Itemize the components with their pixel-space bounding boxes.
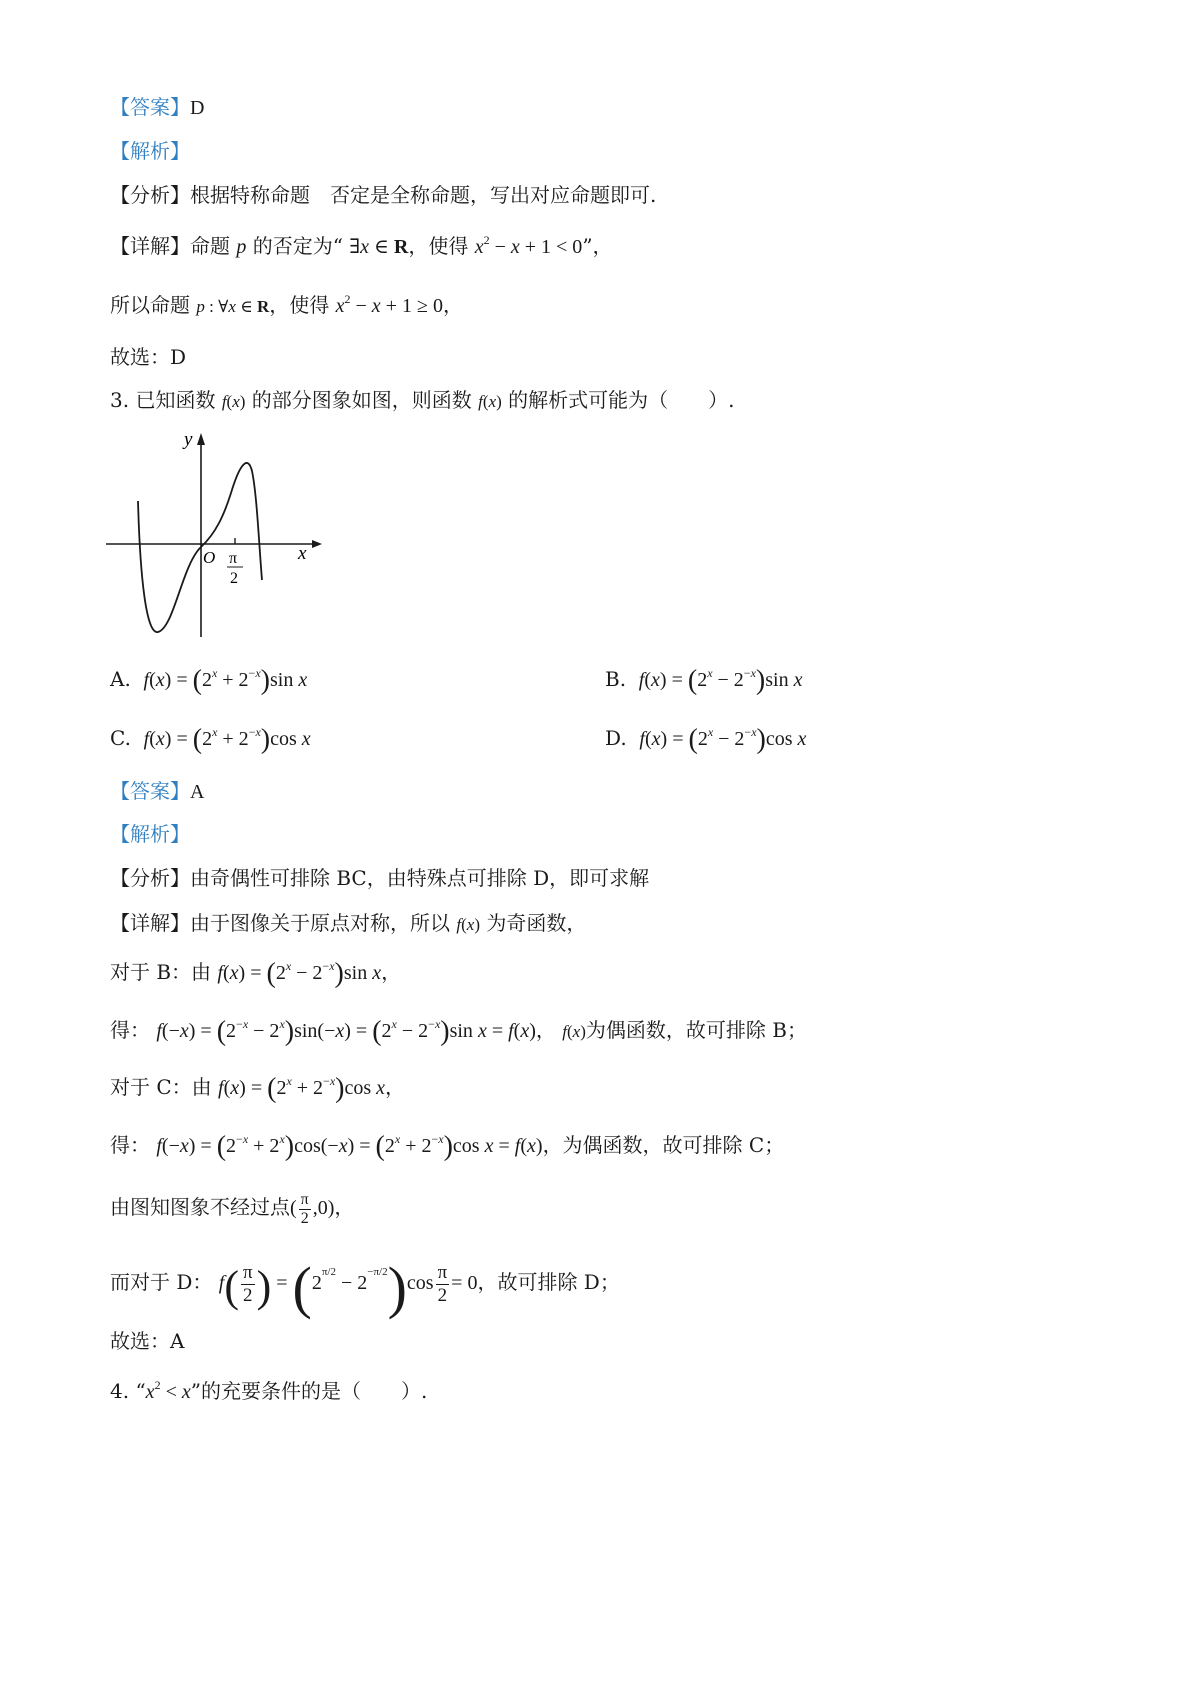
xiangjie-line xyxy=(110,909,586,939)
formula: $f(x) = (2^x + 2^{-x})\cos$ x xyxy=(218,1073,386,1104)
formula-point: ( $\frac{\pi}{2}$ ,0) xyxy=(290,1191,335,1227)
option-letter: D. xyxy=(605,726,627,750)
text: ，使得 xyxy=(269,293,330,317)
formula-ineq2: $x^2 - x + 1 \ge 0$ xyxy=(335,292,443,317)
text: ，为偶函数，故可排除 C； xyxy=(542,1133,785,1157)
tick-label-numerator: π xyxy=(229,550,238,567)
formula-p: p xyxy=(236,236,247,258)
option-formula: $f(x) = (2^x - 2^{-x})\sin$ x xyxy=(638,665,803,696)
text: 对于 B：由 xyxy=(110,960,212,984)
analysis-tag: 【解析】 xyxy=(110,139,190,163)
text: ， xyxy=(442,293,463,317)
option-letter: C. xyxy=(110,726,131,750)
q4-stem xyxy=(110,1377,427,1406)
text: ，故可排除 D； xyxy=(477,1270,620,1295)
formula-fx: f(x) xyxy=(456,915,480,934)
fenxi-text: 由奇偶性可排除 BC，由特殊点可排除 D，即可求解 xyxy=(190,866,650,890)
text: 为奇函数， xyxy=(486,911,587,935)
text: 得： xyxy=(110,1018,150,1042)
option-formula: $f(x) = (2^x - 2^{-x})\cos$ x xyxy=(639,724,807,755)
y-axis-arrow xyxy=(197,433,205,445)
formula-forall: p : ∀x ∈ R xyxy=(196,297,270,316)
text: 所以命题 xyxy=(110,293,190,317)
case-c-line1 xyxy=(110,1073,405,1103)
answer-value: A xyxy=(190,781,205,803)
xiangjie-line xyxy=(110,232,613,261)
formula: $f(x) = (2^x - 2^{-x})\sin$ x xyxy=(217,958,382,989)
text: ， xyxy=(385,1075,406,1099)
text: 由图知图象不经过点 xyxy=(110,1195,290,1220)
text: ， xyxy=(535,1018,556,1042)
formula-fx: f(x) xyxy=(562,1022,586,1041)
option-b xyxy=(605,665,802,695)
text: 4. “ xyxy=(110,1379,146,1403)
fenxi-tag: 【分析】 xyxy=(110,866,190,890)
fenxi-line xyxy=(110,864,649,892)
option-letter: B. xyxy=(605,667,627,691)
text: 命题 xyxy=(190,234,230,258)
answer-line xyxy=(110,777,204,806)
answer-line xyxy=(110,93,204,122)
formula: $f(-x) = (2^{-x} - 2^x)\sin(-x) = (2^x - 2^{-x})\sin$ x = f(x) xyxy=(156,1016,536,1047)
option-letter: A. xyxy=(110,667,131,691)
text: ”， xyxy=(582,234,613,258)
formula-fx: f(x) xyxy=(221,392,246,411)
origin-label: O xyxy=(203,548,216,567)
case-b-line1 xyxy=(110,958,401,988)
formula: $f(-x) = (2^{-x} + 2^x)\cos(-x) = (2^x + 2^{-x})\cos$ x = f(x) xyxy=(156,1131,543,1162)
text: 的部分图象如图，则函数 xyxy=(251,388,472,412)
xiangjie-tag: 【详解】 xyxy=(110,911,190,935)
text: 对于 C：由 xyxy=(110,1075,212,1099)
function-curve xyxy=(138,463,262,632)
text: 由于图像关于原点对称，所以 xyxy=(190,911,450,935)
option-a xyxy=(110,665,307,695)
analysis-tag: 【解析】 xyxy=(110,822,190,846)
formula: f( $\frac{\pi}{2}$ ) = $(2^{\pi/2} - 2^{-\pi/2})\cos$ $\frac{\pi}{2}$ = 0 xyxy=(218,1255,478,1321)
text: ”的充要条件的是（ ）. xyxy=(190,1379,428,1403)
formula-fx: f(x) xyxy=(478,392,502,411)
x-axis-label: x xyxy=(298,543,307,564)
x-axis-arrow xyxy=(312,540,322,548)
text: 为偶函数，故可排除 B； xyxy=(585,1018,807,1042)
y-axis-label: y xyxy=(184,429,193,450)
text: ， xyxy=(334,1195,355,1220)
text: ， xyxy=(381,960,402,984)
option-c xyxy=(110,724,311,754)
option-formula: $f(x) = (2^x + 2^{-x})\cos$ x xyxy=(143,724,311,755)
xiangjie-tag: 【详解】 xyxy=(110,234,190,258)
text: 3. 已知函数 xyxy=(110,388,216,412)
choose-line: 故选：D xyxy=(110,345,187,369)
q3-stem xyxy=(110,386,735,416)
text: ，使得 xyxy=(408,234,469,258)
option-d xyxy=(605,724,806,754)
case-d-line1 xyxy=(110,1191,354,1228)
answer-value: D xyxy=(190,97,205,119)
case-c-line2 xyxy=(110,1131,784,1161)
conclusion-line xyxy=(110,291,463,321)
text: 的否定为“ xyxy=(252,234,343,258)
fenxi-line xyxy=(110,181,656,209)
text: 的解析式可能为（ ）. xyxy=(508,388,735,412)
case-d-line2 xyxy=(110,1255,620,1321)
text: 得： xyxy=(110,1133,150,1157)
case-b-line2 xyxy=(110,1016,807,1046)
answer-tag: 【答案】 xyxy=(110,779,190,803)
function-graph xyxy=(100,425,340,650)
option-formula: $f(x) = (2^x + 2^{-x})\sin$ x xyxy=(143,665,308,696)
formula-exists: ∃x ∈ R xyxy=(349,236,409,258)
formula: $x^2 < x$ xyxy=(145,1378,191,1403)
answer-tag: 【答案】 xyxy=(110,95,190,119)
choose-line: 故选：A xyxy=(110,1329,185,1353)
formula-ineq: $x^2 - x + 1 < 0$ xyxy=(474,233,583,258)
fenxi-tag: 【分析】 xyxy=(110,183,190,207)
fenxi-text: 根据特称命题 否定是全称命题，写出对应命题即可. xyxy=(190,183,657,207)
tick-label-denominator: 2 xyxy=(230,570,238,587)
text: 而对于 D： xyxy=(110,1270,213,1295)
